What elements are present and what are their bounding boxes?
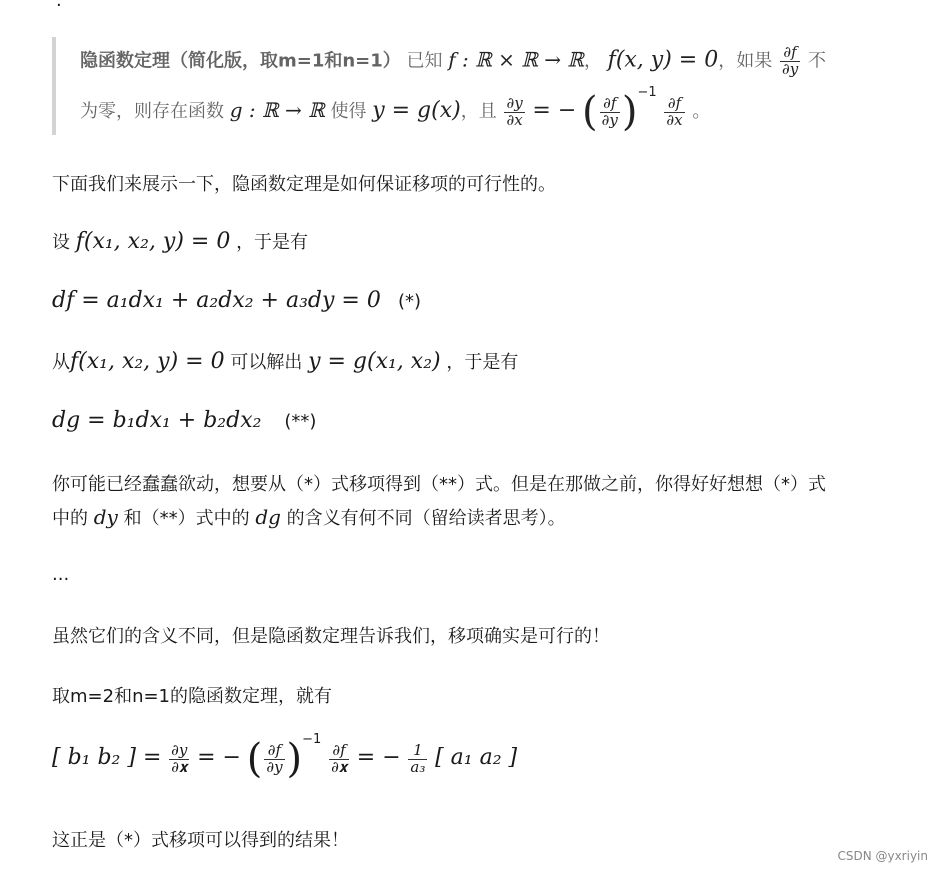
watermark: CSDN @yxriyin — [837, 849, 928, 863]
big-paren-open: ( — [246, 736, 263, 782]
paragraph-question-line-2 — [52, 504, 566, 530]
math-f-x1x2y: f(x₁, x₂, y) = 0 — [75, 229, 231, 254]
theorem-text: ，且 — [460, 101, 497, 122]
theorem-text: 已知 — [406, 50, 443, 72]
exponent: −1 — [302, 732, 322, 747]
fraction-dy-dx-bold: $\frac{\partial y}{\text{∂𝐱}}$ — [171, 740, 188, 776]
math-df-eq: df = a₁dx₁ + a₂dx₂ + a₃dy = 0 — [52, 288, 381, 313]
theorem-text: 使得 — [330, 101, 367, 122]
math-a-row: [ a₁ a₂ ] — [435, 745, 518, 770]
paragraph-conclusion: 这正是（*）式移项可以得到的结果！ — [52, 830, 349, 851]
math-g-map: g : ℝ → ℝ — [229, 98, 325, 122]
fraction-1-a3: $\frac{1}{\text{a₃}}$ — [410, 740, 426, 776]
theorem-text: ，如果 — [718, 50, 773, 72]
math-dg-eq: dg = b₁dx₁ + b₂dx₂ — [52, 408, 262, 433]
paragraph-solve-y — [52, 348, 518, 374]
paragraph-question-line-1: 你可能已经蠢蠢欲动，想要从（*）式移项得到（**）式。但是在那做之前，你得好好想想（*）式 — [52, 474, 826, 495]
math-f-eq: f(x, y) = 0 — [607, 47, 719, 73]
theorem-title: 隐函数定理（简化版，取m=1和n=1） — [80, 50, 401, 72]
math-eq-minus: = − — [532, 98, 577, 123]
paragraph-feasible: 虽然它们的含义不同，但是隐函数定理告诉我们，移项确实是可行的！ — [52, 626, 610, 647]
theorem-text: 。 — [692, 101, 711, 122]
ellipsis: ... — [52, 564, 70, 585]
theorem-blockquote — [52, 37, 924, 135]
text: 中的 — [52, 508, 88, 529]
equation-df — [52, 288, 421, 313]
theorem-line-1 — [80, 45, 826, 78]
fraction-dy-dx: $\frac{\partial y}{\partial x}$ — [506, 93, 523, 129]
equation-b-vector — [52, 732, 518, 782]
text: 设 — [52, 232, 70, 253]
equation-tag-double-star: (**) — [284, 411, 317, 432]
math-eq-minus: = − — [356, 745, 401, 770]
math-y-eq-g: y = g(x) — [372, 98, 461, 123]
math-b-row: [ b₁ b₂ ] = — [52, 745, 162, 770]
math-f-map: f : ℝ × ℝ → ℝ — [448, 47, 584, 72]
text: 的含义有何不同（留给读者思考）。 — [286, 508, 566, 529]
math-y-eq-g: y = g(x₁, x₂) — [308, 349, 441, 374]
paragraph-intro: 下面我们来展示一下，隐函数定理是如何保证移项的可行性的。 — [52, 174, 556, 195]
text: ，于是有 — [236, 232, 309, 253]
text: 从 — [52, 352, 70, 373]
theorem-line-2 — [80, 85, 711, 135]
equation-tag-star: (*) — [398, 291, 422, 312]
math-dg: dg — [255, 505, 281, 529]
paragraph-set-f — [52, 228, 308, 254]
big-paren-close: ) — [621, 89, 638, 135]
theorem-text: 不 — [807, 50, 826, 72]
text: ，于是有 — [446, 352, 519, 373]
fraction-df-dy: $\frac{\partial f}{\partial y}$ — [781, 43, 799, 78]
big-paren-close: ) — [286, 736, 303, 782]
exponent: −1 — [637, 85, 657, 100]
theorem-text: 为零，则存在函数 — [80, 101, 224, 122]
equation-dg — [52, 408, 316, 433]
fraction-df-dx: $\frac{\partial f}{\partial x}$ — [666, 93, 683, 129]
fraction-df-dy: $\frac{\partial f}{\partial y}$ — [601, 93, 618, 129]
fraction-df-dy: $\frac{\partial f}{\partial y}$ — [266, 740, 283, 776]
paragraph-m2-n1: 取m=2和n=1的隐函数定理，就有 — [52, 686, 333, 707]
text: 可以解出 — [230, 352, 303, 373]
theorem-text: ， — [583, 50, 602, 72]
fraction-df-dx-bold: $\frac{\partial f}{\text{∂𝐱}}$ — [331, 740, 348, 776]
math-dy: dy — [93, 505, 118, 529]
big-paren-open: ( — [582, 89, 598, 135]
math-eq-minus: = − — [197, 745, 241, 770]
text: 和（**）式中的 — [123, 508, 250, 529]
math-f-x1x2y: f(x₁, x₂, y) = 0 — [70, 349, 225, 374]
top-fragment: . — [56, 0, 62, 11]
